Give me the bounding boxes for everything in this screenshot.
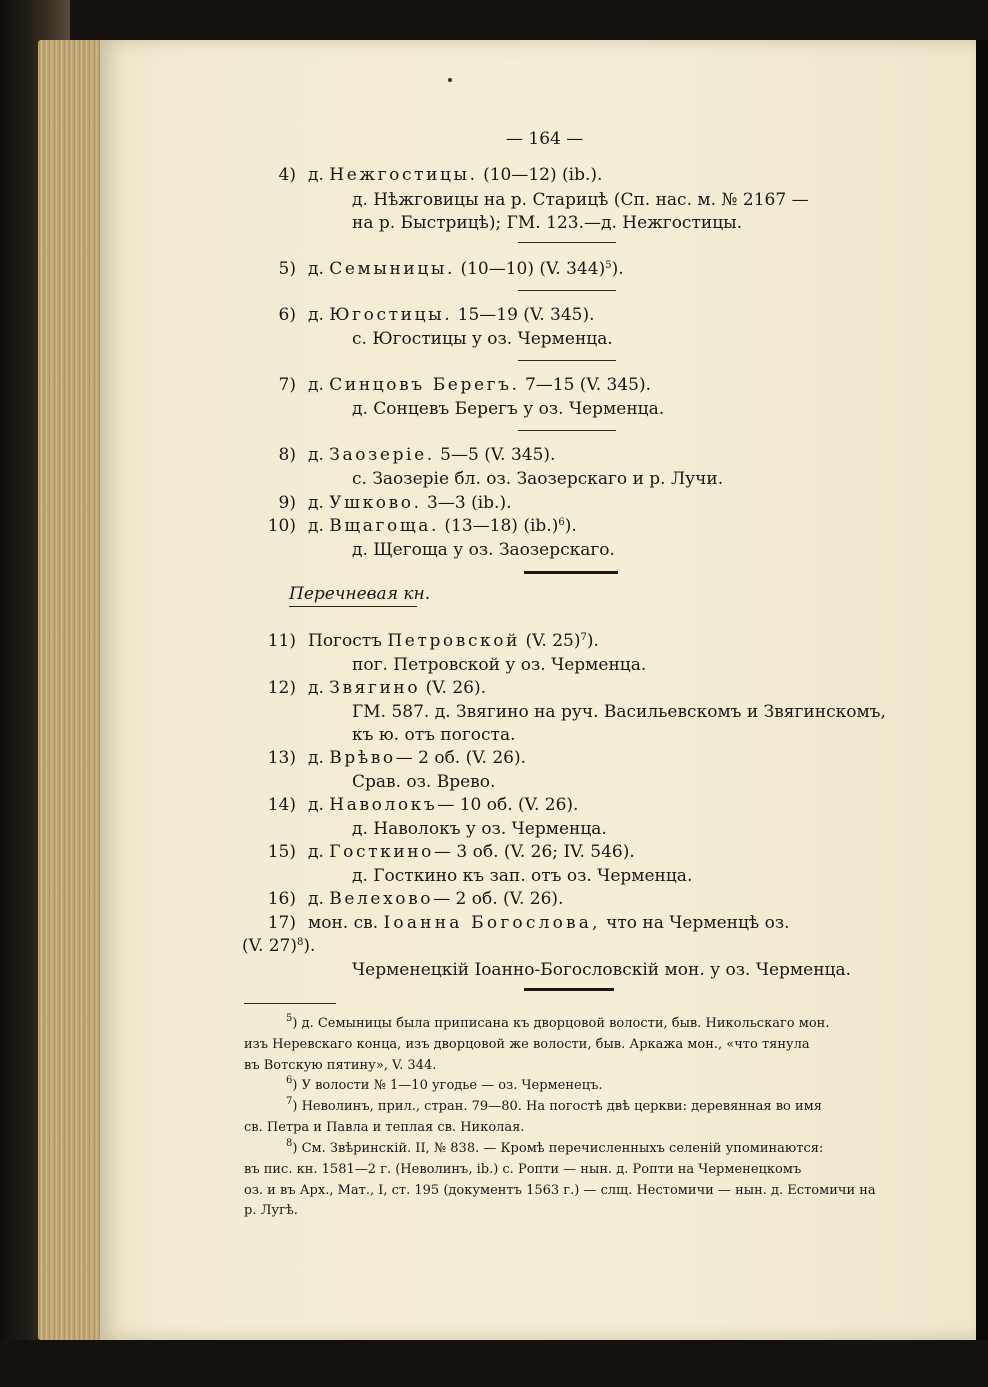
section-rule xyxy=(524,988,614,991)
section-rule xyxy=(524,571,618,574)
page-number: — 164 — xyxy=(506,129,584,149)
separator-rule xyxy=(518,290,616,291)
entry-4-line-2: на р. Быстрицѣ); ГМ. 123.—д. Нежгостицы. xyxy=(352,213,743,233)
entry-6-line-1: с. Югостицы у оз. Черменца. xyxy=(352,329,613,349)
entry-17-line-1: (V. 27)$^8$). xyxy=(242,936,316,956)
ink-speck xyxy=(448,78,452,82)
entry-9: 9) д. Ушково. 3—3 (ib.). xyxy=(278,493,512,513)
entry-11: 11) Погостъ Петровской (V. 25)$^7$). xyxy=(267,631,599,651)
footnote-5-line-2: изъ Неревскаго конца, изъ дворцовой же волости, быв. Аркажа мон., «что тянула xyxy=(244,1037,810,1052)
scan-background-top xyxy=(0,0,988,40)
entry-10: 10) д. Вщагоща. (13—18) $(ib.)^6$). xyxy=(267,516,577,536)
entry-8-line-1: с. Заозеріе бл. оз. Заозерскаго и р. Лучи. xyxy=(352,469,724,489)
entry-7-line-1: д. Сонцевъ Берегъ у оз. Черменца. xyxy=(352,399,665,419)
entry-12-line-2: къ ю. отъ погоста. xyxy=(352,725,516,745)
footnote-7-line-2: св. Петра и Павла и теплая св. Николая. xyxy=(244,1120,525,1135)
footnote-7-line-1: $^7$) Неволинъ, прил., стран. 79—80. На погостѣ двѣ церкви: деревянная во имя xyxy=(286,1096,822,1114)
entry-7: 7) д. Синцовъ Берегъ. 7—15 (V. 345). xyxy=(278,375,652,395)
entry-11-line-1: пог. Петровской у оз. Черменца. xyxy=(352,655,647,675)
entry-12: 12) д. Звягино (V. 26). xyxy=(267,678,486,698)
footnote-8-line-2: въ пис. кн. 1581—2 г. (Неволинъ, ib.) с. Ропти — нын. д. Ропти на Черменецкомъ xyxy=(244,1162,802,1177)
footnote-5-line-1: $^5$) д. Семыницы была приписана къ дворцовой волости, быв. Никольскаго мон. xyxy=(286,1013,830,1031)
entry-8: 8) д. Заозеріе. 5—5 (V. 345). xyxy=(278,445,556,465)
entry-12-line-1: ГМ. 587. д. Звягино на руч. Васильевскомъ и Звягинскомъ, xyxy=(352,702,886,722)
page-edges xyxy=(38,40,108,1340)
entry-4: 4) д. Нежгостицы. (10—12) (ib.). xyxy=(278,165,603,185)
separator-rule xyxy=(518,430,616,431)
entry-17: 17) мон. св. Іоанна Богослова, что на Черменцѣ оз. xyxy=(267,913,790,933)
entry-15-line-1: д. Госткино къ зап. отъ оз. Черменца. xyxy=(352,866,693,886)
entry-10-line-1: д. Щегоща у оз. Заозерскаго. xyxy=(352,540,615,560)
entry-15: 15) д. Госткино— 3 об. (V. 26; IV. 546). xyxy=(267,842,635,862)
entry-4-line-1: д. Нѣжговицы на р. Старицѣ (Сп. нас. м. № 2167 — xyxy=(352,190,809,210)
section-title: Перечневая кн. xyxy=(289,584,431,604)
entry-6: 6) д. Югостицы. 15—19 (V. 345). xyxy=(278,305,595,325)
entry-13-line-1: Срав. оз. Врево. xyxy=(352,772,496,792)
footnote-rule xyxy=(244,1003,336,1004)
separator-rule xyxy=(518,242,616,243)
entry-14-line-1: д. Наволокъ у оз. Черменца. xyxy=(352,819,607,839)
footnote-5-line-3: въ Вотскую пятину», V. 344. xyxy=(244,1058,437,1073)
entry-14: 14) д. Наволокъ— 10 об. (V. 26). xyxy=(267,795,579,815)
footnote-8-line-1: $^8$) См. Звѣринскій. II, № 838. — Кромѣ перечисленныхъ селеній упоминаются: xyxy=(286,1138,824,1156)
separator-rule xyxy=(518,360,616,361)
entry-13: 13) д. Врѣво— 2 об. (V. 26). xyxy=(267,748,527,768)
book-page xyxy=(100,40,976,1340)
entry-5: 5) д. Семыницы. (10—10) (V. 344)$^5$). xyxy=(278,259,624,279)
footnote-8-line-3: оз. и въ Арх., Мат., I, ст. 195 (документъ 1563 г.) — слщ. Нестомичи — нын. д. Естомичи на р. Лугѣ. xyxy=(244,1183,876,1218)
entry-17-line-2: Черменецкій Іоанно-Богословскій мон. у оз. Черменца. xyxy=(352,960,852,980)
section-title-underline xyxy=(289,606,417,607)
scan-background-bottom xyxy=(0,1340,988,1387)
scan-background-right xyxy=(976,40,988,1340)
entry-16: 16) д. Велехово— 2 об. (V. 26). xyxy=(267,889,564,909)
footnote-6: $^6$) У волости № 1—10 угодье — оз. Черменецъ. xyxy=(286,1075,603,1093)
